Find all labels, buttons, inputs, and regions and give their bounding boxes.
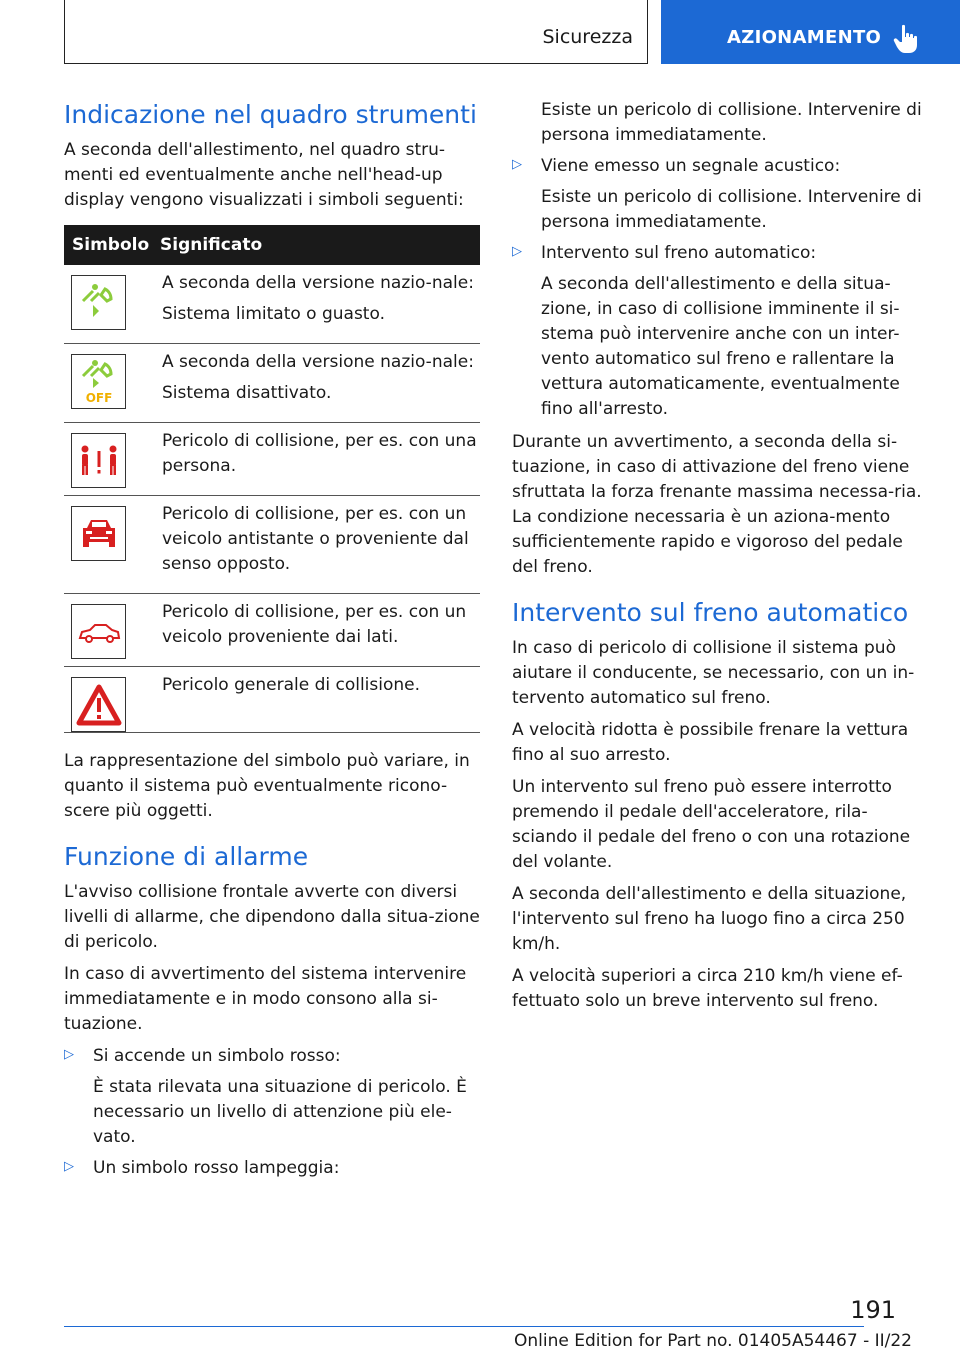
section-label: Sicurezza: [542, 26, 633, 48]
table-row: [64, 594, 480, 667]
system-off-icon: [75, 358, 123, 406]
paragraph-superiori: A velocità superiori a circa 210 km/h viene ef-fettuato solo un breve intervento sul freno.: [512, 966, 903, 1011]
footer-divider: [64, 1326, 864, 1327]
pointing-hand-icon: [893, 24, 919, 54]
bullet-text: A seconda dell'allestimento e della situa-zione, in caso di collisione imminente il si-stema può intervenire anche con un inter-vento automatico sul freno e rallentare la vettura automaticamente, eventualmente fino all'arresto.: [541, 274, 900, 419]
row-line: A seconda della versione nazio-nale:: [162, 273, 474, 293]
off-label: OFF: [85, 390, 112, 405]
heading-indicazione: Indicazione nel quadro strumenti: [64, 100, 477, 129]
limited-system-icon: [75, 279, 123, 327]
bullet-title: Intervento sul freno automatico:: [541, 243, 817, 263]
header-meaning: Significato: [160, 235, 263, 255]
heading-funzione: Funzione di allarme: [64, 842, 309, 871]
table-row: [64, 423, 480, 496]
paragraph-velocita-ridotta: A velocità ridotta è possibile frenare la vettura fino al suo arresto.: [512, 720, 909, 765]
bullet-title: Si accende un simbolo rosso:: [93, 1046, 341, 1066]
bullet-list: [512, 98, 928, 422]
paragraph-interrotto: Un intervento sul freno può essere interrotto premendo il pedale dell'acceleratore, rila-sciando il pedale del freno o con una rotazione del volante.: [512, 777, 911, 872]
header-symbol: Simbolo: [72, 235, 150, 255]
row-line: Pericolo di collisione, per es. con un veicolo proveniente dai lati.: [162, 602, 467, 647]
triangle-bullet-icon: ▷: [512, 244, 522, 259]
bullet-title: Un simbolo rosso lampeggia:: [93, 1158, 340, 1178]
vehicle-front-collision-icon: [75, 510, 123, 558]
list-item: [512, 241, 928, 422]
paragraph-intro: A seconda dell'allestimento, nel quadro stru-menti ed eventualmente anche nell'head-up display vengono visualizzati i simboli seguenti:: [64, 140, 464, 210]
paragraph-durante: Durante un avvertimento, a seconda della si-tuazione, in caso di attivazione del freno viene sfruttata la forza frenante massima necessa-ria. La condizione necessaria è un aziona-mento sufficientemente rapido e vigoroso del pedale del freno.: [512, 432, 922, 577]
bullet-text: È stata rilevata una situazione di pericolo. È necessario un livello di attenzione più ele-vato.: [93, 1077, 467, 1147]
page-number: 191: [850, 1296, 896, 1324]
triangle-bullet-icon: ▷: [64, 1159, 74, 1174]
row-line: Sistema limitato o guasto.: [162, 304, 385, 324]
list-item: [64, 1044, 480, 1150]
paragraph-avviso: L'avviso collisione frontale avverte con diversi livelli di allarme, che dipendono dalla situa-zione di pericolo.: [64, 882, 480, 952]
left-column: [64, 98, 480, 1189]
row-line: Sistema disattivato.: [162, 383, 332, 403]
person-collision-icon: [75, 437, 123, 485]
bullet-list: [64, 1044, 480, 1181]
paragraph-caso-pericolo: In caso di pericolo di collisione il sistema può aiutare il conducente, se necessario, con un in-tervento automatico sul freno.: [512, 638, 915, 708]
triangle-bullet-icon: ▷: [512, 157, 522, 172]
bullet-text: Esiste un pericolo di collisione. Intervenire di persona immediatamente.: [541, 187, 922, 232]
list-item-continued: [512, 98, 928, 148]
triangle-bullet-icon: ▷: [64, 1047, 74, 1062]
right-column: [512, 98, 928, 1021]
table-header: [64, 225, 480, 265]
bullet-text: Esiste un pericolo di collisione. Intervenire di persona immediatamente.: [541, 100, 922, 145]
header-frame: [64, 0, 648, 64]
row-line: Pericolo di collisione, per es. con una persona.: [162, 431, 477, 476]
row-line: Pericolo di collisione, per es. con un veicolo antistante o proveniente dal senso opposto.: [162, 504, 469, 574]
symbol-table: [64, 225, 480, 733]
list-item: [64, 1156, 480, 1181]
table-row: [64, 667, 480, 733]
chapter-tab[interactable]: [661, 0, 960, 64]
paragraph-caso: In caso di avvertimento del sistema intervenire immediatamente e in modo consono alla si-tuazione.: [64, 964, 467, 1034]
chapter-label: AZIONAMENTO: [727, 27, 882, 48]
paragraph-seconda: A seconda dell'allestimento e della situazione, l'intervento sul freno ha luogo fino a circa 250 km/h.: [512, 884, 907, 954]
paragraph-rappresentazione: La rappresentazione del simbolo può variare, in quanto il sistema può eventualmente ricono-scere più oggetti.: [64, 751, 470, 821]
general-warning-icon: [75, 681, 123, 729]
bullet-title: Viene emesso un segnale acustico:: [541, 156, 841, 176]
table-row: [64, 344, 480, 423]
table-row: [64, 496, 480, 594]
table-row: [64, 265, 480, 344]
row-line: A seconda della versione nazio-nale:: [162, 352, 474, 372]
vehicle-side-collision-icon: [75, 608, 123, 656]
heading-intervento: Intervento sul freno automatico: [512, 598, 909, 627]
edition-footer: Online Edition for Part no. 01405A54467 - II/22: [513, 1331, 912, 1351]
list-item: [512, 154, 928, 235]
row-line: Pericolo generale di collisione.: [162, 675, 421, 695]
